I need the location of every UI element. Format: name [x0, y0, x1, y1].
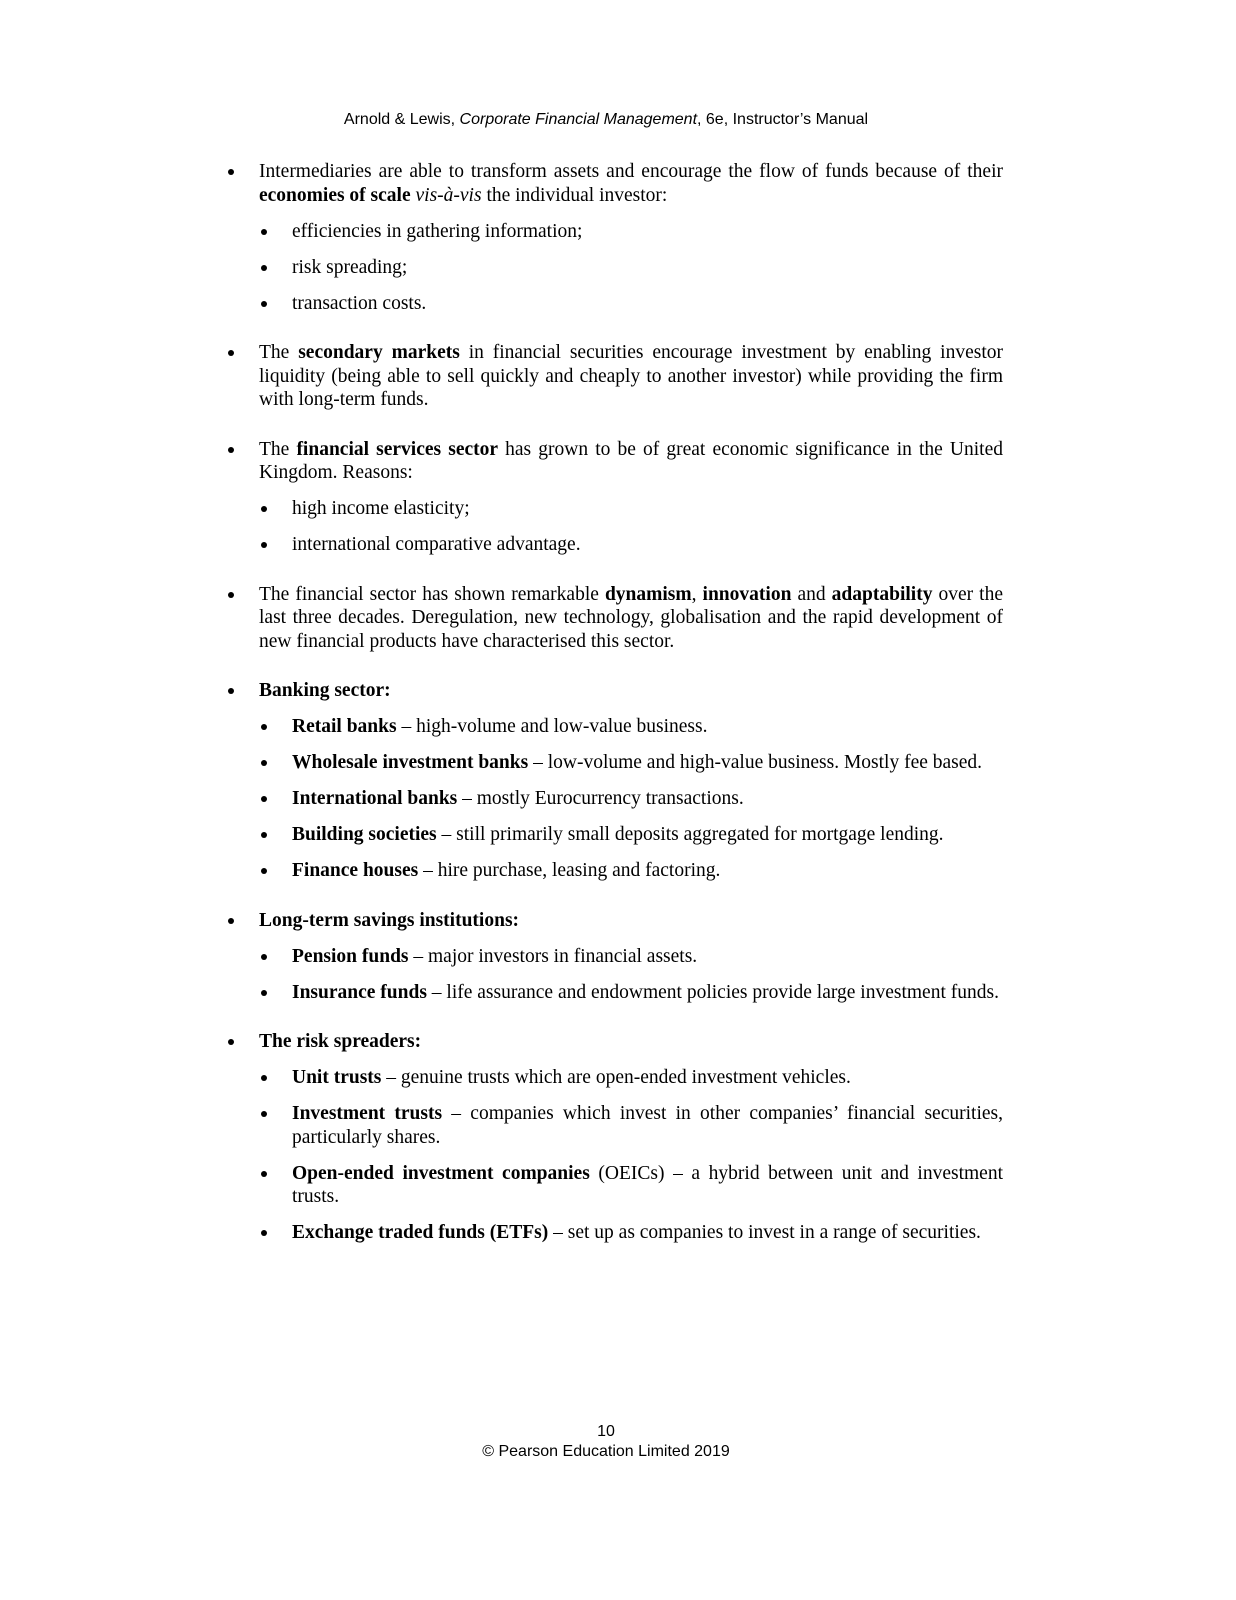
- sub-list: [259, 1066, 1003, 1245]
- bold-term: Retail banks: [292, 716, 397, 737]
- bullet-secondary-markets: [259, 341, 1003, 412]
- text: – low-volume and high-value business. Mostly fee based.: [528, 752, 983, 773]
- bold-term: Building societies: [292, 824, 437, 845]
- text: The: [259, 438, 297, 460]
- sub-item: [292, 1221, 1003, 1245]
- section-heading: The risk spreaders:: [259, 1031, 422, 1052]
- bullet-banking-sector: [259, 679, 1003, 883]
- bold-term: International banks: [292, 788, 458, 809]
- text: – still primarily small deposits aggregated for mortgage lending.: [436, 824, 944, 845]
- section-heading: Banking sector:: [259, 680, 391, 701]
- sub-list: [259, 220, 1003, 316]
- sub-item: [292, 1162, 1003, 1209]
- bold-term: financial services sector: [296, 438, 499, 460]
- copyright-notice: © Pearson Education Limited 2019: [482, 1443, 730, 1460]
- text: – high-volume and low-value business.: [396, 716, 708, 737]
- sub-item: high income elasticity;: [292, 497, 1003, 521]
- sub-item: international comparative advantage.: [292, 533, 1003, 557]
- bold-term: Insurance funds: [292, 981, 427, 1003]
- sub-item: [292, 715, 1003, 739]
- sub-item: [292, 945, 1003, 969]
- text: has grown to be of great economic significance in the United Kingdom. Reasons:: [259, 438, 1003, 483]
- text: Intermediaries are able to transform assets and encourage the flow of funds because of their: [259, 161, 1003, 182]
- bullet-risk-spreaders: [259, 1030, 1003, 1245]
- text: and: [791, 583, 832, 605]
- sub-item: [292, 859, 1003, 883]
- sub-item: risk spreading;: [292, 256, 1003, 280]
- document-body: [259, 160, 1003, 1271]
- sub-item: [292, 823, 1003, 847]
- section-heading: Long-term savings institutions:: [259, 909, 520, 931]
- text: The financial sector has shown remarkable: [259, 583, 605, 605]
- sub-item: [292, 981, 1003, 1005]
- header-edition: , 6e, Instructor’s Manual: [697, 111, 869, 128]
- bold-term: dynamism: [604, 583, 692, 605]
- header-authors: Arnold & Lewis,: [343, 111, 456, 128]
- text: ,: [691, 583, 703, 605]
- sub-item: [292, 1066, 1003, 1090]
- text: over the last three decades. Deregulation, new technology, globalisation and the rapid development of new financial products have characterised this sector.: [259, 583, 1004, 652]
- text: (OEICs) – a hybrid between unit and investment trusts.: [292, 1162, 1003, 1207]
- bullet-long-term-savings: [259, 909, 1003, 1005]
- bullet-dynamism: [259, 583, 1003, 654]
- bold-term: adaptability: [831, 583, 933, 605]
- sub-list: [259, 497, 1003, 557]
- bullet-intermediaries: [259, 160, 1003, 315]
- text: – companies which invest in other companies’ financial securities, particularly shares.: [292, 1103, 1003, 1148]
- page-header: [0, 111, 1212, 129]
- bold-term: economies of scale: [259, 184, 411, 206]
- text: – mostly Eurocurrency transactions.: [457, 788, 744, 809]
- bold-term: Unit trusts: [292, 1067, 382, 1088]
- bold-term: Wholesale investment banks: [292, 752, 529, 773]
- bold-term: Exchange traded funds (ETFs): [292, 1222, 549, 1243]
- bold-term: Investment trusts: [292, 1103, 443, 1124]
- sub-item: [292, 751, 1003, 775]
- text: in financial securities encourage investment by enabling investor liquidity (being able to sell quickly and cheaply to another investor) while providing the firm with long-term funds.: [259, 342, 1003, 410]
- sub-item: [292, 1102, 1003, 1149]
- text: the individual investor:: [481, 184, 668, 206]
- sub-item: efficiencies in gathering information;: [292, 220, 1003, 244]
- bold-term: secondary markets: [298, 342, 460, 363]
- sub-list: [259, 945, 1003, 1005]
- sub-list: [259, 715, 1003, 883]
- text: – major investors in financial assets.: [408, 945, 698, 967]
- bold-term: Open-ended investment companies: [292, 1162, 590, 1184]
- bold-term: Finance houses: [292, 860, 419, 881]
- sub-item: transaction costs.: [292, 292, 1003, 316]
- text: – life assurance and endowment policies provide large investment funds.: [426, 981, 999, 1003]
- bold-term: innovation: [702, 583, 792, 605]
- text: – set up as companies to invest in a range of securities.: [548, 1222, 981, 1243]
- sub-item: [292, 787, 1003, 811]
- page-number: 10: [597, 1423, 615, 1440]
- header-book-title: Corporate Financial Management: [459, 111, 698, 128]
- bold-term: Pension funds: [292, 945, 409, 967]
- text: The: [259, 342, 299, 363]
- bullet-financial-services-sector: [259, 438, 1003, 557]
- text: – hire purchase, leasing and factoring.: [418, 860, 721, 881]
- text: – genuine trusts which are open-ended investment vehicles.: [381, 1067, 851, 1088]
- italic-term: vis-à-vis: [410, 184, 482, 206]
